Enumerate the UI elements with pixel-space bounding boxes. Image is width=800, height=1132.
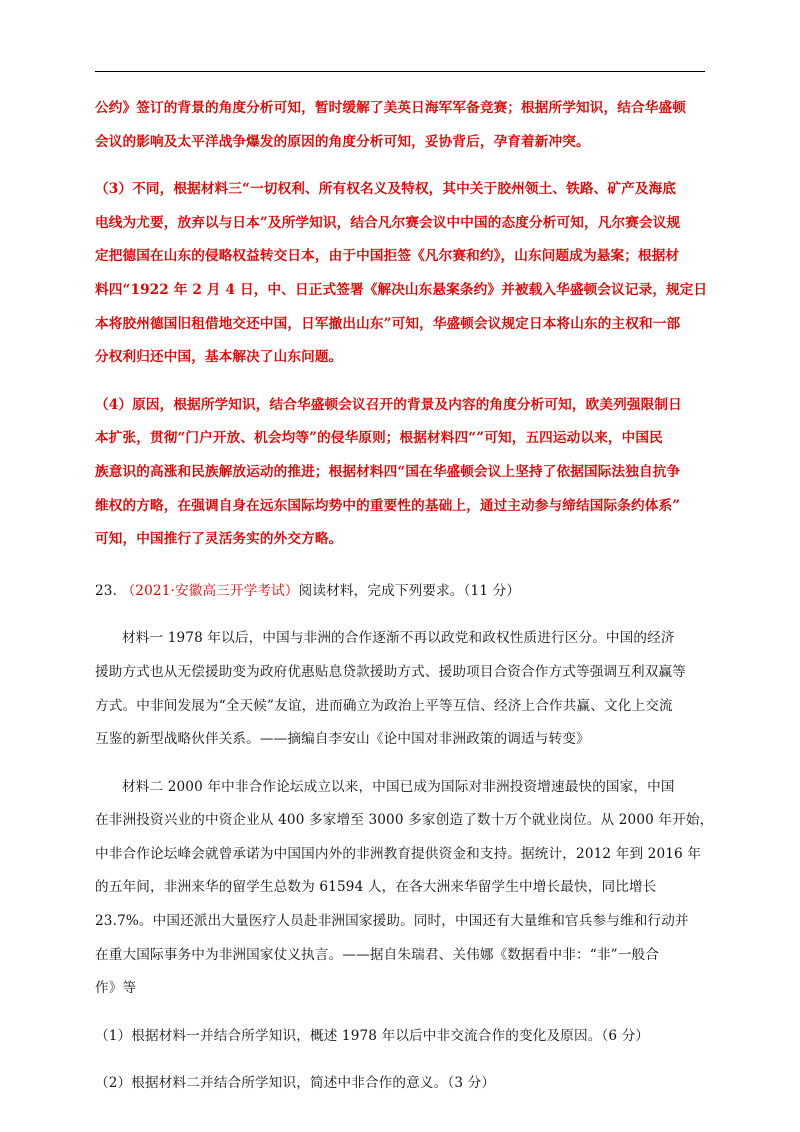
answer-line: 可知，中国推行了灵活务实的外交方略。 xyxy=(95,531,343,548)
answer-line: 电线为尤要，放弃以与日本”及所学知识，结合凡尔赛会议中中国的态度分析可知，凡尔赛会议规 xyxy=(95,214,681,231)
header-rule xyxy=(95,71,705,72)
material-line: 材料二 2000 年中非合作论坛成立以来，中国已成为国际对非洲投资增速最快的国家，中国 xyxy=(122,778,675,795)
material-line: 23.7%。中国还派出大量医疗人员赴非洲国家援助。同时，中国还有大量维和官兵参与维和行动并 xyxy=(95,913,689,930)
question-source: （2021·安徽高三开学考试） xyxy=(121,582,299,599)
answer-line: 本将胶州德国旧租借地交还中国，日军撤出山东”可知，华盛顿会议规定日本将山东的主权和一部 xyxy=(95,315,681,332)
sub-question-1 xyxy=(95,1020,707,1054)
material-line: 的五年间，非洲来华的留学生总数为 61594 人，在各大洲来华留学生中增长最快，同比增长 xyxy=(95,879,657,896)
answer-3 xyxy=(95,173,707,375)
material-line: 援助方式也从无偿援助变为政府优惠贴息贷款援助方式、援助项目合资合作方式等强调互利双赢等 xyxy=(95,663,686,680)
sub-question-2 xyxy=(95,1067,707,1101)
answer-line: 本扩张，贯彻“门户开放、机会均等”的侵华原则；根据材料四“”可知，五四运动以来，中国民 xyxy=(95,430,663,447)
answer-line: 料四“1922 年 2 月 4 日，中、日正式签署《解决山东悬案条约》并被载入华盛顿会议记录，规定日 xyxy=(95,281,708,298)
answer-line: （3）不同，根据材料三“一切权利、所有权名义及特权，其中关于胶州领土、铁路、矿产及海底 xyxy=(95,181,677,198)
answer-line: 维权的方略，在强调自身在远东国际均势中的重要性的基础上，通过主动参与缔结国际条约体系” xyxy=(95,497,681,514)
material-line: 材料一 1978 年以后，中国与非洲的合作逐渐不再以政党和政权性质进行区分。中国的经济 xyxy=(122,630,675,647)
material-line: 互鉴的新型战略伙伴关系。——摘编自李安山《论中国对非洲政策的调适与转变》 xyxy=(95,731,590,748)
answer-4 xyxy=(95,389,707,557)
question-23-header xyxy=(95,575,707,609)
material-1 xyxy=(95,622,707,756)
answer-line: 会议的影响及太平洋战争爆发的原因的角度分析可知，妥协背后，孕育着新冲突。 xyxy=(95,133,590,150)
answer-line: （4）原因，根据所学知识，结合华盛顿会议召开的背景及内容的角度分析可知，欧美列强限制日 xyxy=(95,396,682,413)
material-line: 方式。中非间发展为“全天候”友谊，进而确立为政治上平等互信、经济上合作共赢、文化上交流 xyxy=(95,697,673,714)
answer-line: 定把德国在山东的侵略权益转交日本，由于中国拒签《凡尔赛和约》，山东问题成为悬案；根据材 xyxy=(95,248,680,265)
sub-question-line: （2）根据材料二并结合所学知识，简述中非合作的意义。（3 分） xyxy=(95,1075,496,1092)
material-line: 在重大国际事务中为非洲国家仗义执言。——据自朱瑞君、关伟娜《数据看中非：“非”一般合 xyxy=(95,946,659,963)
document-page xyxy=(95,92,714,1101)
answer-tail xyxy=(95,92,707,159)
answer-line: 分权利归还中国，基本解决了山东问题。 xyxy=(95,349,343,366)
answer-line: 族意识的高涨和民族解放运动的推进；根据材料四“国在华盛顿会议上坚持了依据国际法独自抗争 xyxy=(95,463,681,480)
answer-line: 公约》签订的背景的角度分析可知，暂时缓解了美英日海军军备竞赛；根据所学知识，结合华盛顿 xyxy=(95,100,686,116)
material-line: 中非合作论坛峰会就曾承诺为中国国内外的非洲教育提供资金和支持。据统计，2012 年到 2016 年 xyxy=(95,845,702,862)
material-2 xyxy=(95,771,714,1006)
material-line: 在非洲投资兴业的中资企业从 400 多家增至 3000 多家创造了数十万个就业岗位。从 2000 年开始， xyxy=(95,812,714,829)
question-prompt: 阅读材料，完成下列要求。（11 分） xyxy=(298,582,521,599)
question-number: 23. xyxy=(95,582,118,599)
sub-question-line: （1）根据材料一并结合所学知识，概述 1978 年以后中非交流合作的变化及原因。（6 分） xyxy=(95,1027,650,1044)
material-line: 作》等 xyxy=(95,980,137,997)
